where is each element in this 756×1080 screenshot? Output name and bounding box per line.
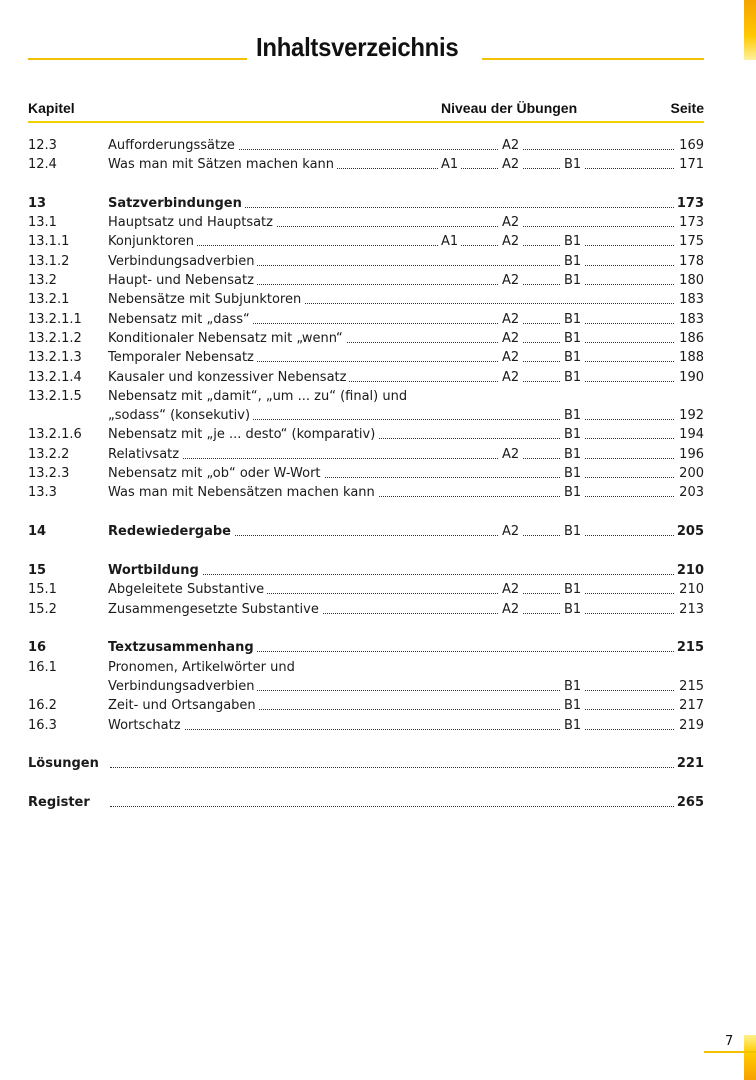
- title-rule-left: [28, 58, 247, 60]
- toc-entry-page: 173: [679, 215, 704, 230]
- toc-entry-title: Nebensatz mit „je ... desto“ (komparativ): [108, 425, 378, 444]
- toc-entry-number: 13.3: [28, 485, 57, 500]
- toc-entry-title: Redewiedergabe: [108, 522, 234, 541]
- toc-entry-title: Was man mit Sätzen machen kann: [108, 155, 337, 174]
- level-b1: B1: [561, 600, 584, 619]
- toc-entry[interactable]: [28, 425, 704, 444]
- toc-entry[interactable]: [28, 677, 704, 696]
- toc-entry-number: 13.2.1: [28, 292, 70, 307]
- header-rule: [28, 121, 704, 123]
- toc-entry-page: 210: [679, 582, 704, 597]
- toc-entry[interactable]: [28, 329, 704, 348]
- toc-entry-page: 203: [679, 485, 704, 500]
- toc-entry[interactable]: [28, 483, 704, 502]
- toc-entry-number: 13: [28, 196, 47, 211]
- toc-entry-title: Wortschatz: [108, 716, 184, 735]
- footer-rule: [704, 1051, 756, 1053]
- level-b1: B1: [561, 464, 584, 483]
- toc-entry-number: 13.2.3: [28, 466, 70, 481]
- level-a2: A2: [499, 600, 522, 619]
- level-a2: A2: [499, 136, 522, 155]
- level-b1: B1: [561, 271, 584, 290]
- toc-entry[interactable]: [28, 213, 704, 232]
- toc-entry-page: 196: [679, 447, 704, 462]
- toc-entry-page: 190: [679, 370, 704, 385]
- toc-entry-page: 192: [679, 408, 704, 423]
- toc-entry[interactable]: [28, 290, 704, 309]
- edge-tab-bottom: [744, 1035, 756, 1080]
- toc-entry-page: 213: [679, 602, 704, 617]
- title-row: [28, 30, 704, 70]
- toc-entry-page: 219: [679, 718, 704, 733]
- toc-entry-title: Zeit- und Ortsangaben: [108, 696, 259, 715]
- toc-entry-page: 180: [679, 273, 704, 288]
- toc-entry[interactable]: [28, 406, 704, 425]
- toc-entry-number: 13.2.2: [28, 447, 70, 462]
- level-b1: B1: [561, 232, 584, 251]
- toc-entry[interactable]: [28, 271, 704, 290]
- level-a2: A2: [499, 271, 522, 290]
- level-b1: B1: [561, 677, 584, 696]
- toc-entry-page: 171: [679, 157, 704, 172]
- toc-entry-number: 13.2.1.5: [28, 389, 82, 404]
- toc-entry-number: 13.1.1: [28, 234, 70, 249]
- level-b1: B1: [561, 580, 584, 599]
- level-a2: A2: [499, 445, 522, 464]
- level-b1: B1: [561, 406, 584, 425]
- toc-entry-page: 169: [679, 138, 704, 153]
- level-b1: B1: [561, 252, 584, 271]
- toc-entry-number: 13.1: [28, 215, 57, 230]
- toc-entry[interactable]: [28, 754, 704, 773]
- toc-entry[interactable]: [28, 522, 704, 541]
- toc-entry-page: 210: [676, 563, 704, 578]
- toc-entry-page: 221: [676, 756, 704, 771]
- toc-entry-number: 12.4: [28, 157, 57, 172]
- level-a2: A2: [499, 348, 522, 367]
- toc-entry-number: 13.1.2: [28, 254, 70, 269]
- leader-dots: [110, 806, 674, 807]
- leader-dots: [108, 458, 674, 459]
- toc-entry-number: 13.2.1.1: [28, 312, 82, 327]
- toc-entry[interactable]: [28, 348, 704, 367]
- level-b1: B1: [561, 425, 584, 444]
- toc-entry-number: 15.2: [28, 602, 57, 617]
- toc-entry-title: „sodass“ (konsekutiv): [108, 406, 253, 425]
- toc-entry-number: 13.2.1.3: [28, 350, 82, 365]
- toc-entry-title: Nebensatz mit „ob“ oder W-Wort: [108, 464, 324, 483]
- toc-entry-page: 186: [679, 331, 704, 346]
- toc-entry-title: Was man mit Nebensätzen machen kann: [108, 483, 378, 502]
- toc-entry-number: Lösungen: [28, 756, 99, 771]
- toc-entry-title: Nebensatz mit „damit“, „um ... zu“ (final) und: [108, 387, 410, 406]
- toc-entry-number: 14: [28, 524, 47, 539]
- level-a1: A1: [438, 232, 461, 251]
- toc-entry-title: Relativsatz: [108, 445, 182, 464]
- toc-entry-page: 200: [679, 466, 704, 481]
- toc-entry-title: Verbindungsadverbien: [108, 677, 257, 696]
- toc-entry-page: 217: [679, 698, 704, 713]
- toc-entry-page: 215: [679, 679, 704, 694]
- toc-entry[interactable]: [28, 136, 704, 155]
- toc-entry-title: Pronomen, Artikelwörter und: [108, 658, 298, 677]
- toc-entry-page: 265: [676, 795, 704, 810]
- toc-entry-title: Zusammengesetzte Substantive: [108, 600, 322, 619]
- toc-entry-title: Hauptsatz und Hauptsatz: [108, 213, 276, 232]
- toc-entry[interactable]: [28, 368, 704, 387]
- toc-entry-page: 183: [679, 312, 704, 327]
- level-a2: A2: [499, 580, 522, 599]
- level-b1: B1: [561, 483, 584, 502]
- toc-entry[interactable]: [28, 600, 704, 619]
- toc-entry-number: 13.2.1.4: [28, 370, 82, 385]
- column-header-seite: Seite: [670, 100, 704, 116]
- level-b1: B1: [561, 368, 584, 387]
- toc-entry-number: 16.1: [28, 660, 57, 675]
- level-b1: B1: [561, 329, 584, 348]
- column-header-kapitel: Kapitel: [28, 100, 75, 116]
- toc-entry[interactable]: [28, 155, 704, 174]
- toc-entry-page: 205: [676, 524, 704, 539]
- level-b1: B1: [561, 348, 584, 367]
- toc-entry[interactable]: [28, 580, 704, 599]
- level-b1: B1: [561, 696, 584, 715]
- toc-entry[interactable]: [28, 194, 704, 213]
- toc-entry[interactable]: [28, 716, 704, 735]
- toc-entry-page: 194: [679, 427, 704, 442]
- toc-entry-page: 175: [679, 234, 704, 249]
- page-title: Inhaltsverzeichnis: [256, 32, 459, 62]
- toc-entry-page: 178: [679, 254, 704, 269]
- toc-entry-number: 12.3: [28, 138, 57, 153]
- toc-entry[interactable]: [28, 252, 704, 271]
- level-a2: A2: [499, 368, 522, 387]
- toc-entry-page: 183: [679, 292, 704, 307]
- level-a2: A2: [499, 329, 522, 348]
- level-b1: B1: [561, 445, 584, 464]
- edge-tab-top: [744, 0, 756, 60]
- toc-entry-number: 13.2.1.6: [28, 427, 82, 442]
- level-b1: B1: [561, 716, 584, 735]
- toc-entry[interactable]: [28, 310, 704, 329]
- toc-entry-title: Konjunktoren: [108, 232, 197, 251]
- level-b1: B1: [561, 155, 584, 174]
- toc-entry[interactable]: [28, 793, 704, 812]
- column-header-row: [28, 98, 704, 120]
- toc-entry-title: Nebensätze mit Subjunktoren: [108, 290, 304, 309]
- toc-entry-title: Wortbildung: [108, 561, 202, 580]
- column-header-niveau: Niveau der Übungen: [441, 100, 578, 116]
- toc-entry-number: Register: [28, 795, 90, 810]
- toc-entry-title: Nebensatz mit „dass“: [108, 310, 253, 329]
- toc-entry-page: 188: [679, 350, 704, 365]
- toc-entry[interactable]: [28, 696, 704, 715]
- page-number: 7: [725, 1034, 734, 1049]
- toc-entry[interactable]: [28, 658, 704, 677]
- toc-entry-number: 13.2.1.2: [28, 331, 82, 346]
- level-a2: A2: [499, 232, 522, 251]
- leader-dots: [108, 729, 674, 730]
- level-a2: A2: [499, 155, 522, 174]
- toc-entry-title: Satzverbindungen: [108, 194, 245, 213]
- level-b1: B1: [561, 310, 584, 329]
- toc-entry[interactable]: [28, 232, 704, 251]
- level-a1: A1: [438, 155, 461, 174]
- toc-entry-number: 16.2: [28, 698, 57, 713]
- toc-entry-title: Textzusammenhang: [108, 638, 257, 657]
- toc-entry-title: Konditionaler Nebensatz mit „wenn“: [108, 329, 346, 348]
- toc-entry-title: Verbindungsadverbien: [108, 252, 257, 271]
- toc-entry-number: 15.1: [28, 582, 57, 597]
- toc-entry[interactable]: [28, 445, 704, 464]
- toc-entry-number: 13.2: [28, 273, 57, 288]
- toc-entry[interactable]: [28, 561, 704, 580]
- toc-entry-number: 15: [28, 563, 47, 578]
- title-rule-right: [482, 58, 704, 60]
- toc-entry-title: Abgeleitete Substantive: [108, 580, 267, 599]
- toc-entry[interactable]: [28, 464, 704, 483]
- toc-entry[interactable]: [28, 638, 704, 657]
- toc-entry-page: 215: [676, 640, 704, 655]
- toc-entry[interactable]: [28, 387, 704, 406]
- toc-entry-title: Haupt- und Nebensatz: [108, 271, 257, 290]
- level-a2: A2: [499, 522, 522, 541]
- toc-entry-page: 173: [676, 196, 704, 211]
- toc-entry-title: Aufforderungssätze: [108, 136, 238, 155]
- level-a2: A2: [499, 310, 522, 329]
- level-a2: A2: [499, 213, 522, 232]
- leader-dots: [110, 767, 674, 768]
- toc-entry-title: Temporaler Nebensatz: [108, 348, 257, 367]
- toc-entry-title: Kausaler und konzessiver Nebensatz: [108, 368, 349, 387]
- toc-entry-number: 16.3: [28, 718, 57, 733]
- level-b1: B1: [561, 522, 584, 541]
- toc-entry-number: 16: [28, 640, 47, 655]
